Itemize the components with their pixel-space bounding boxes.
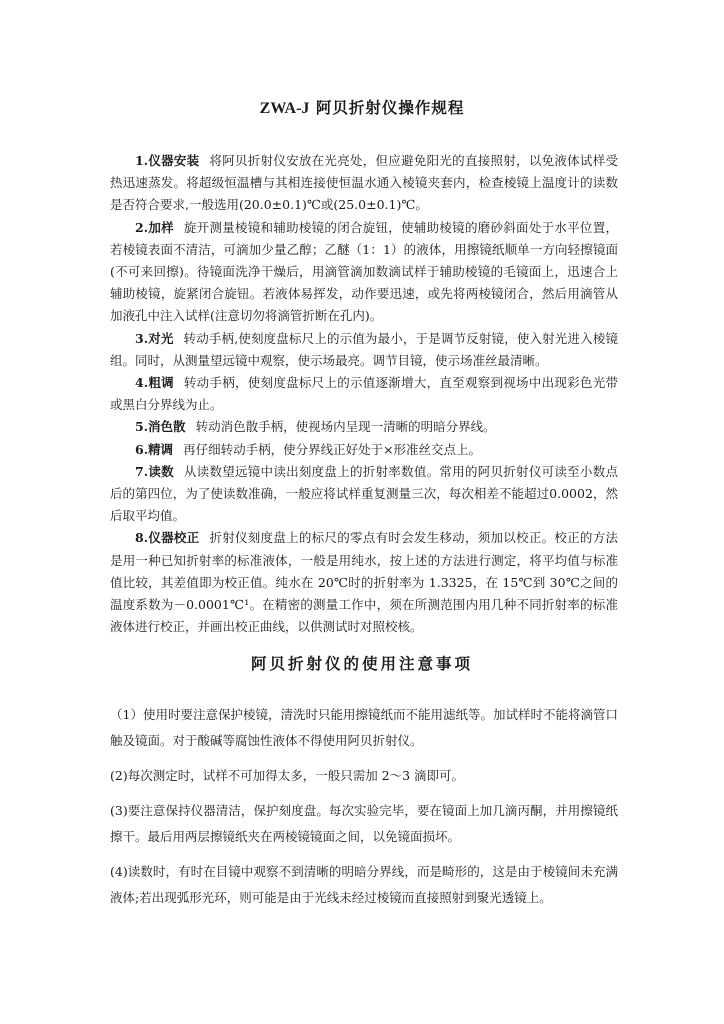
title-text: 阿贝折射仪操作规程 <box>315 98 465 117</box>
step-heading: 1.仪器安装 <box>135 153 200 168</box>
step-paragraph <box>110 372 618 416</box>
step-paragraph <box>110 461 618 528</box>
step-paragraph <box>110 150 618 217</box>
step-paragraph <box>110 328 618 372</box>
note-paragraph: (4)读数时，有时在目镜中观察不到清晰的明暗分界线，而是畸形的，这是由于棱镜间未充满液体;若出现弧形光环，则可能是由于光线未经过棱镜而直接照射到聚光透镜上。 <box>110 864 618 905</box>
step-heading: 7.读数 <box>135 463 174 479</box>
step-paragraph <box>110 217 618 328</box>
step-heading: 6.精调 <box>135 441 174 457</box>
step-text: 旋开测量棱镜和辅助棱镜的闭合旋钮，使辅助棱镜的磨砂斜面处于水平位置，若棱镜表面不清洁，可滴加少量乙醇；乙醚（1：1）的液体，用擦镜纸顺单一方向轻擦镜面(不可来回擦)。待镜面洗净干燥后，用滴管滴加数滴试样于辅助棱镜的毛镜面上，迅速合上辅助棱镜，旋紧闭合旋钮。若液体易挥发，动作要迅速，或先将两棱镜闭合，然后用滴管从加液孔中注入试样(注意切勿将滴管折断在孔内)。 <box>110 219 618 324</box>
notes-section <box>110 702 618 920</box>
page-title <box>0 96 724 118</box>
step-heading: 8.仪器校正 <box>135 530 200 546</box>
step-heading: 4.粗调 <box>135 375 174 391</box>
step-paragraph <box>110 416 618 438</box>
title-model: ZWA-J <box>259 100 310 117</box>
step-text: 转动手柄，使刻度盘标尺上的示值逐渐增大，直至观察到视场中出现彩色光带或黑白分界线为止。 <box>110 375 618 413</box>
notes-title: 阿贝折射仪的使用注意事项 <box>250 654 473 673</box>
step-heading: 2.加样 <box>135 219 174 235</box>
step-heading: 5.消色散 <box>135 419 186 435</box>
step-text: 转动手柄,使刻度盘标尺上的示值为最小，于是调节反射镜，使入射光进入棱镜组。同时，从测量望远镜中观察，使示场最亮。调节目镜，使示场准丝最清晰。 <box>110 330 618 368</box>
step-paragraph <box>110 439 618 461</box>
step-text: 将阿贝折射仪安放在光亮处，但应避免阳光的直接照射，以免液体试样受热迅速蒸发。将超级恒温槽与其相连接使恒温水通入棱镜夹套内，检查棱镜上温度计的读数是否符合要求,一般选用(20.0±0.1)℃或(25.0±0.1)℃。 <box>110 153 618 213</box>
note-paragraph: (2)每次测定时，试样不可加得太多，一般只需加 2～3 滴即可。 <box>110 768 465 783</box>
step-text: 转动消色散手柄，使视场内呈现一清晰的明暗分界线。 <box>195 419 496 435</box>
note-paragraph: (3)要注意保持仪器清洁，保护刻度盘。每次实验完毕，要在镜面上加几滴丙酮，并用擦镜纸擦干。最后用两层擦镜纸夹在两棱镜镜面之间，以免镜面损坏。 <box>110 803 618 844</box>
step-text: 从读数望远镜中读出刻度盘上的折射率数值。常用的阿贝折射仪可读至小数点后的第四位，为了使读数准确，一般应将试样重复测量三次，每次相差不能超过0.0002，然后取平均值。 <box>110 463 618 524</box>
note-paragraph: （1）使用时要注意保护棱镜，清洗时只能用擦镜纸而不能用滤纸等。加试样时不能将滴管口触及镜面。对于酸碱等腐蚀性液体不得使用阿贝折射仪。 <box>110 707 618 748</box>
procedure-section <box>110 150 618 638</box>
step-text: 再仔细转动手柄，使分界线正好处于×形准丝交点上。 <box>183 441 482 457</box>
step-heading: 3.对光 <box>135 330 174 346</box>
step-paragraph <box>110 527 618 638</box>
step-text: 折射仪刻度盘上的标尺的零点有时会发生移动，须加以校正。校正的方法是用一种已知折射率的标准液体，一般是用纯水，按上述的方法进行测定，将平均值与标准值比较，其差值即为校正值。纯水在 20℃时的折射率为 1.3325，在 15℃到 30℃之间的温度系数为－0.0001℃¹。在精密的测量工作中，须在所测范围内用几种不同折射率的标准液体进行校正，并画出校正曲线，以供测试时对照校核。 <box>110 530 618 635</box>
